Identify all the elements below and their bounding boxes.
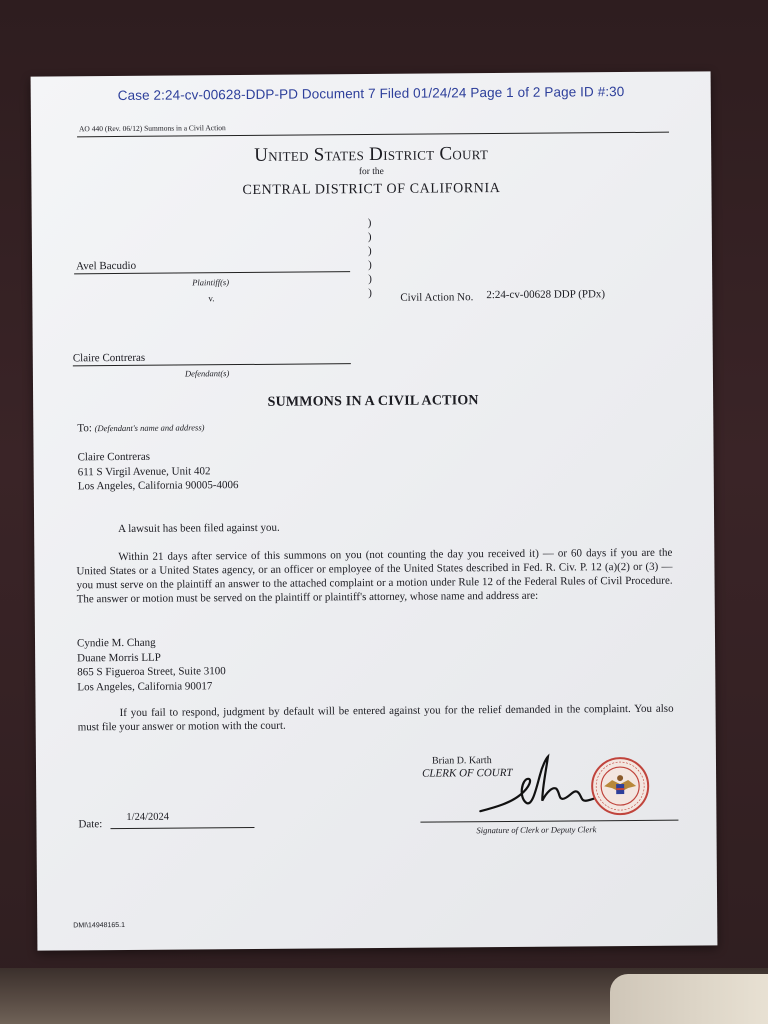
defendant-label: Defendant(s) (184, 368, 230, 379)
floor-background (0, 968, 768, 1024)
signature-line (420, 820, 678, 823)
to-label: To: (77, 422, 92, 435)
summons-document (31, 71, 718, 950)
plaintiff-name: Avel Bacudio (76, 259, 137, 273)
court-for: for the (358, 166, 384, 178)
to-hint: (Defendant's name and address) (94, 422, 205, 434)
date-value: 1/24/2024 (126, 811, 170, 823)
paragraph-lawsuit-filed: A lawsuit has been filed against you. (118, 521, 280, 536)
form-number: AO 440 (Rev. 06/12) Summons in a Civil Action (78, 123, 226, 134)
court-seal (590, 756, 650, 816)
case-header-stamp: Case 2:24-cv-00628-DDP-PD Document 7 Filed 01/24/24 Page 1 of 2 Page ID #:30 (117, 84, 625, 103)
defendant-name: Claire Contreras (72, 351, 146, 365)
document-id: DMI\14948165.1 (73, 921, 126, 930)
summons-title: SUMMONS IN A CIVIL ACTION (267, 393, 479, 410)
shoe-edge (610, 974, 768, 1024)
caption-parentheses: ) ) ) ) ) ) (367, 217, 373, 300)
civil-action-number: 2:24-cv-00628 DDP (PDx) (486, 288, 606, 302)
signature-label: Signature of Clerk or Deputy Clerk (476, 824, 597, 836)
defendant-address: Claire Contreras 611 S Virgil Avenue, Unit 402 Los Angeles, California 90005-4006 (77, 450, 239, 493)
date-label: Date: (78, 818, 103, 831)
court-title: United States District Court (254, 143, 489, 166)
date-underline (110, 827, 254, 829)
plaintiff-attorney-address: Cyndie M. Chang Duane Morris LLP 865 S Figueroa Street, Suite 3100 Los Angeles, California 90017 (76, 636, 226, 693)
paragraph-response-deadline: Within 21 days after service of this summons on you (not counting the day you received it) — or 60 days if you are the United States or a United States agency, or an officer or employee of the United States described in Fed. R. Civ. P. 12 (a)(2) or (3) — you must serve on the plaintiff an answer to the attached complaint or a motion under Rule 12 of the Federal Rules of Civil Procedure. The answer or motion must be served on the plaintiff or plaintiff's attorney, whose name and address are: (76, 546, 673, 606)
civil-action-label: Civil Action No. (400, 291, 474, 304)
to-line (77, 421, 204, 434)
clerk-title: CLERK OF COURT (422, 766, 513, 780)
versus-label: v. (208, 293, 215, 304)
clerk-name: Brian D. Karth (431, 755, 492, 767)
court-district: CENTRAL DISTRICT OF CALIFORNIA (242, 180, 501, 199)
plaintiff-label: Plaintiff(s) (192, 277, 230, 288)
paragraph-default-warning: If you fail to respond, judgment by default will be entered against you for the relief demanded in the complaint. You also must file your answer or motion with the court. (77, 702, 674, 734)
